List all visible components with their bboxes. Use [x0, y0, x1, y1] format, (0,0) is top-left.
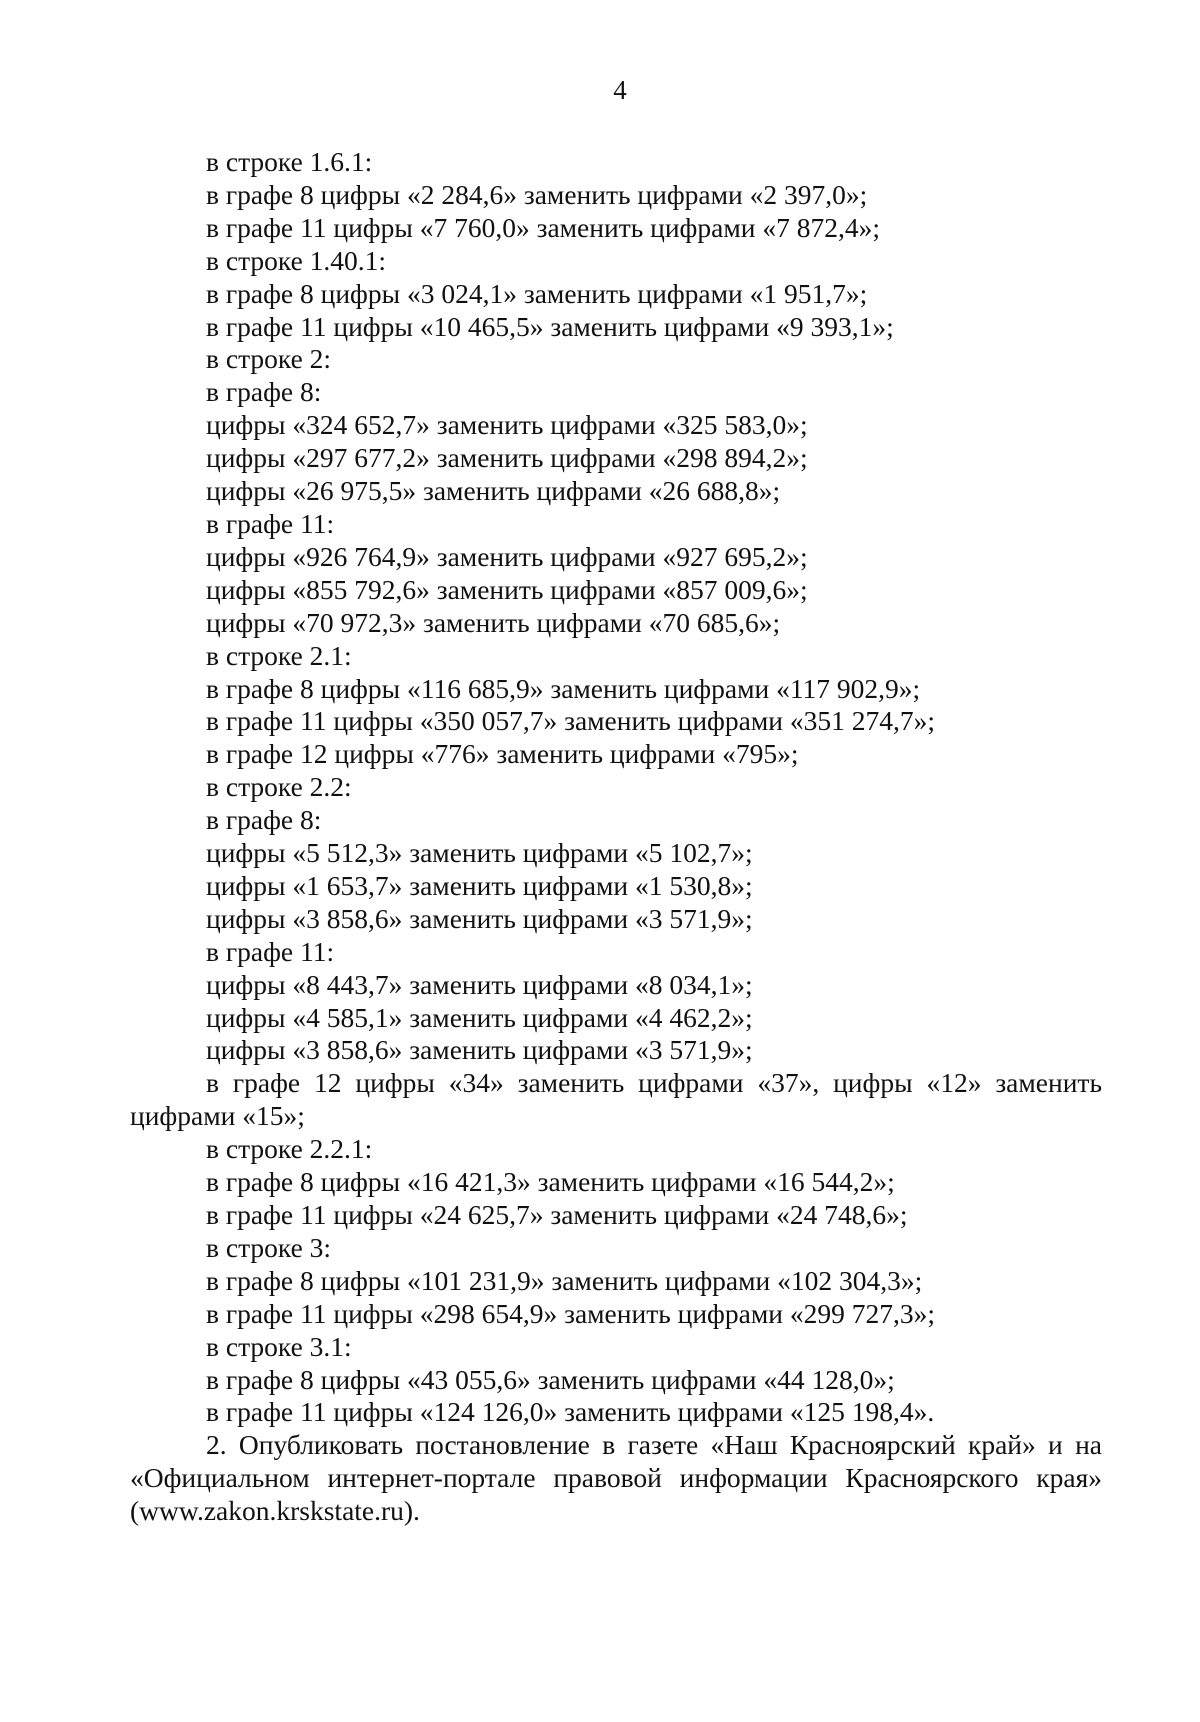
text-line: цифры «3 858,6» заменить цифрами «3 571,9»; — [206, 902, 753, 934]
text-line: цифры «4 585,1» заменить цифрами «4 462,2»; — [206, 1001, 753, 1033]
text-paragraph: в графе 12 цифры «34» заменить цифрами «37», цифры «12» заменить цифрами «15»; — [130, 1067, 1102, 1132]
page-number: 4 — [613, 75, 627, 105]
text-line: в графе 8 цифры «3 024,1» заменить цифрами «1 951,7»; — [206, 277, 868, 309]
text-line: в графе 11 цифры «24 625,7» заменить цифрами «24 748,6»; — [206, 1199, 908, 1230]
text-line: цифры «70 972,3» заменить цифрами «70 685,6»; — [206, 606, 781, 638]
text-line: в графе 11 цифры «350 057,7» заменить цифрами «351 274,7»; — [206, 705, 935, 737]
text-line: в графе 8 цифры «43 055,6» заменить цифрами «44 128,0»; — [206, 1363, 895, 1395]
text-line: в строке 3.1: — [206, 1330, 352, 1362]
text-line: цифры «3 858,6» заменить цифрами «3 571,9»; — [206, 1034, 753, 1066]
text-line: цифры «855 792,6» заменить цифрами «857 009,6»; — [206, 573, 808, 605]
text-line: в строке 3: — [206, 1231, 332, 1263]
text-line: в графе 11: — [206, 507, 335, 539]
text-line: в графе 8: — [206, 376, 322, 408]
text-line: в графе 8 цифры «101 231,9» заменить цифрами «102 304,3»; — [206, 1264, 923, 1296]
text-line: в графе 8 цифры «2 284,6» заменить цифрами «2 397,0»; — [206, 178, 868, 210]
text-line: в строке 1.6.1: — [206, 146, 373, 177]
text-line: в графе 8 цифры «16 421,3» заменить цифрами «16 544,2»; — [206, 1166, 895, 1198]
text-line: цифры «926 764,9» заменить цифрами «927 695,2»; — [206, 540, 808, 572]
document-body — [130, 146, 1102, 1528]
text-line: в графе 12 цифры «776» заменить цифрами «795»; — [206, 738, 799, 770]
text-line: цифры «1 653,7» заменить цифрами «1 530,8»; — [206, 869, 753, 901]
text-line: цифры «297 677,2» заменить цифрами «298 894,2»; — [206, 442, 808, 474]
text-line: в строке 2.2: — [206, 771, 352, 803]
text-line: в графе 11 цифры «298 654,9» заменить цифрами «299 727,3»; — [206, 1297, 935, 1329]
text-line: в графе 11 цифры «7 760,0» заменить цифрами «7 872,4»; — [206, 211, 880, 243]
text-line: в графе 8 цифры «116 685,9» заменить цифрами «117 902,9»; — [206, 672, 921, 704]
text-line: в строке 2.2.1: — [206, 1133, 373, 1165]
text-line: цифры «8 443,7» заменить цифрами «8 034,1»; — [206, 968, 753, 1000]
text-line: в строке 2: — [206, 343, 332, 375]
text-line: в графе 8: — [206, 804, 322, 836]
text-line: в графе 11 цифры «10 465,5» заменить цифрами «9 393,1»; — [206, 310, 894, 342]
text-line: цифры «26 975,5» заменить цифрами «26 688,8»; — [206, 475, 781, 507]
text-line: в строке 2.1: — [206, 639, 352, 671]
text-line: в строке 1.40.1: — [206, 244, 387, 276]
text-paragraph: 2. Опубликовать постановление в газете «Наш Красноярский край» и на «Официальном интернет-портале правовой информации Красноярского края» (www.zakon.krskstate.ru). — [130, 1429, 1102, 1527]
text-line: в графе 11 цифры «124 126,0» заменить цифрами «125 198,4». — [206, 1396, 935, 1428]
text-line: цифры «324 652,7» заменить цифрами «325 583,0»; — [206, 409, 808, 441]
text-line: цифры «5 512,3» заменить цифрами «5 102,7»; — [206, 837, 753, 869]
text-line: в графе 11: — [206, 935, 335, 967]
